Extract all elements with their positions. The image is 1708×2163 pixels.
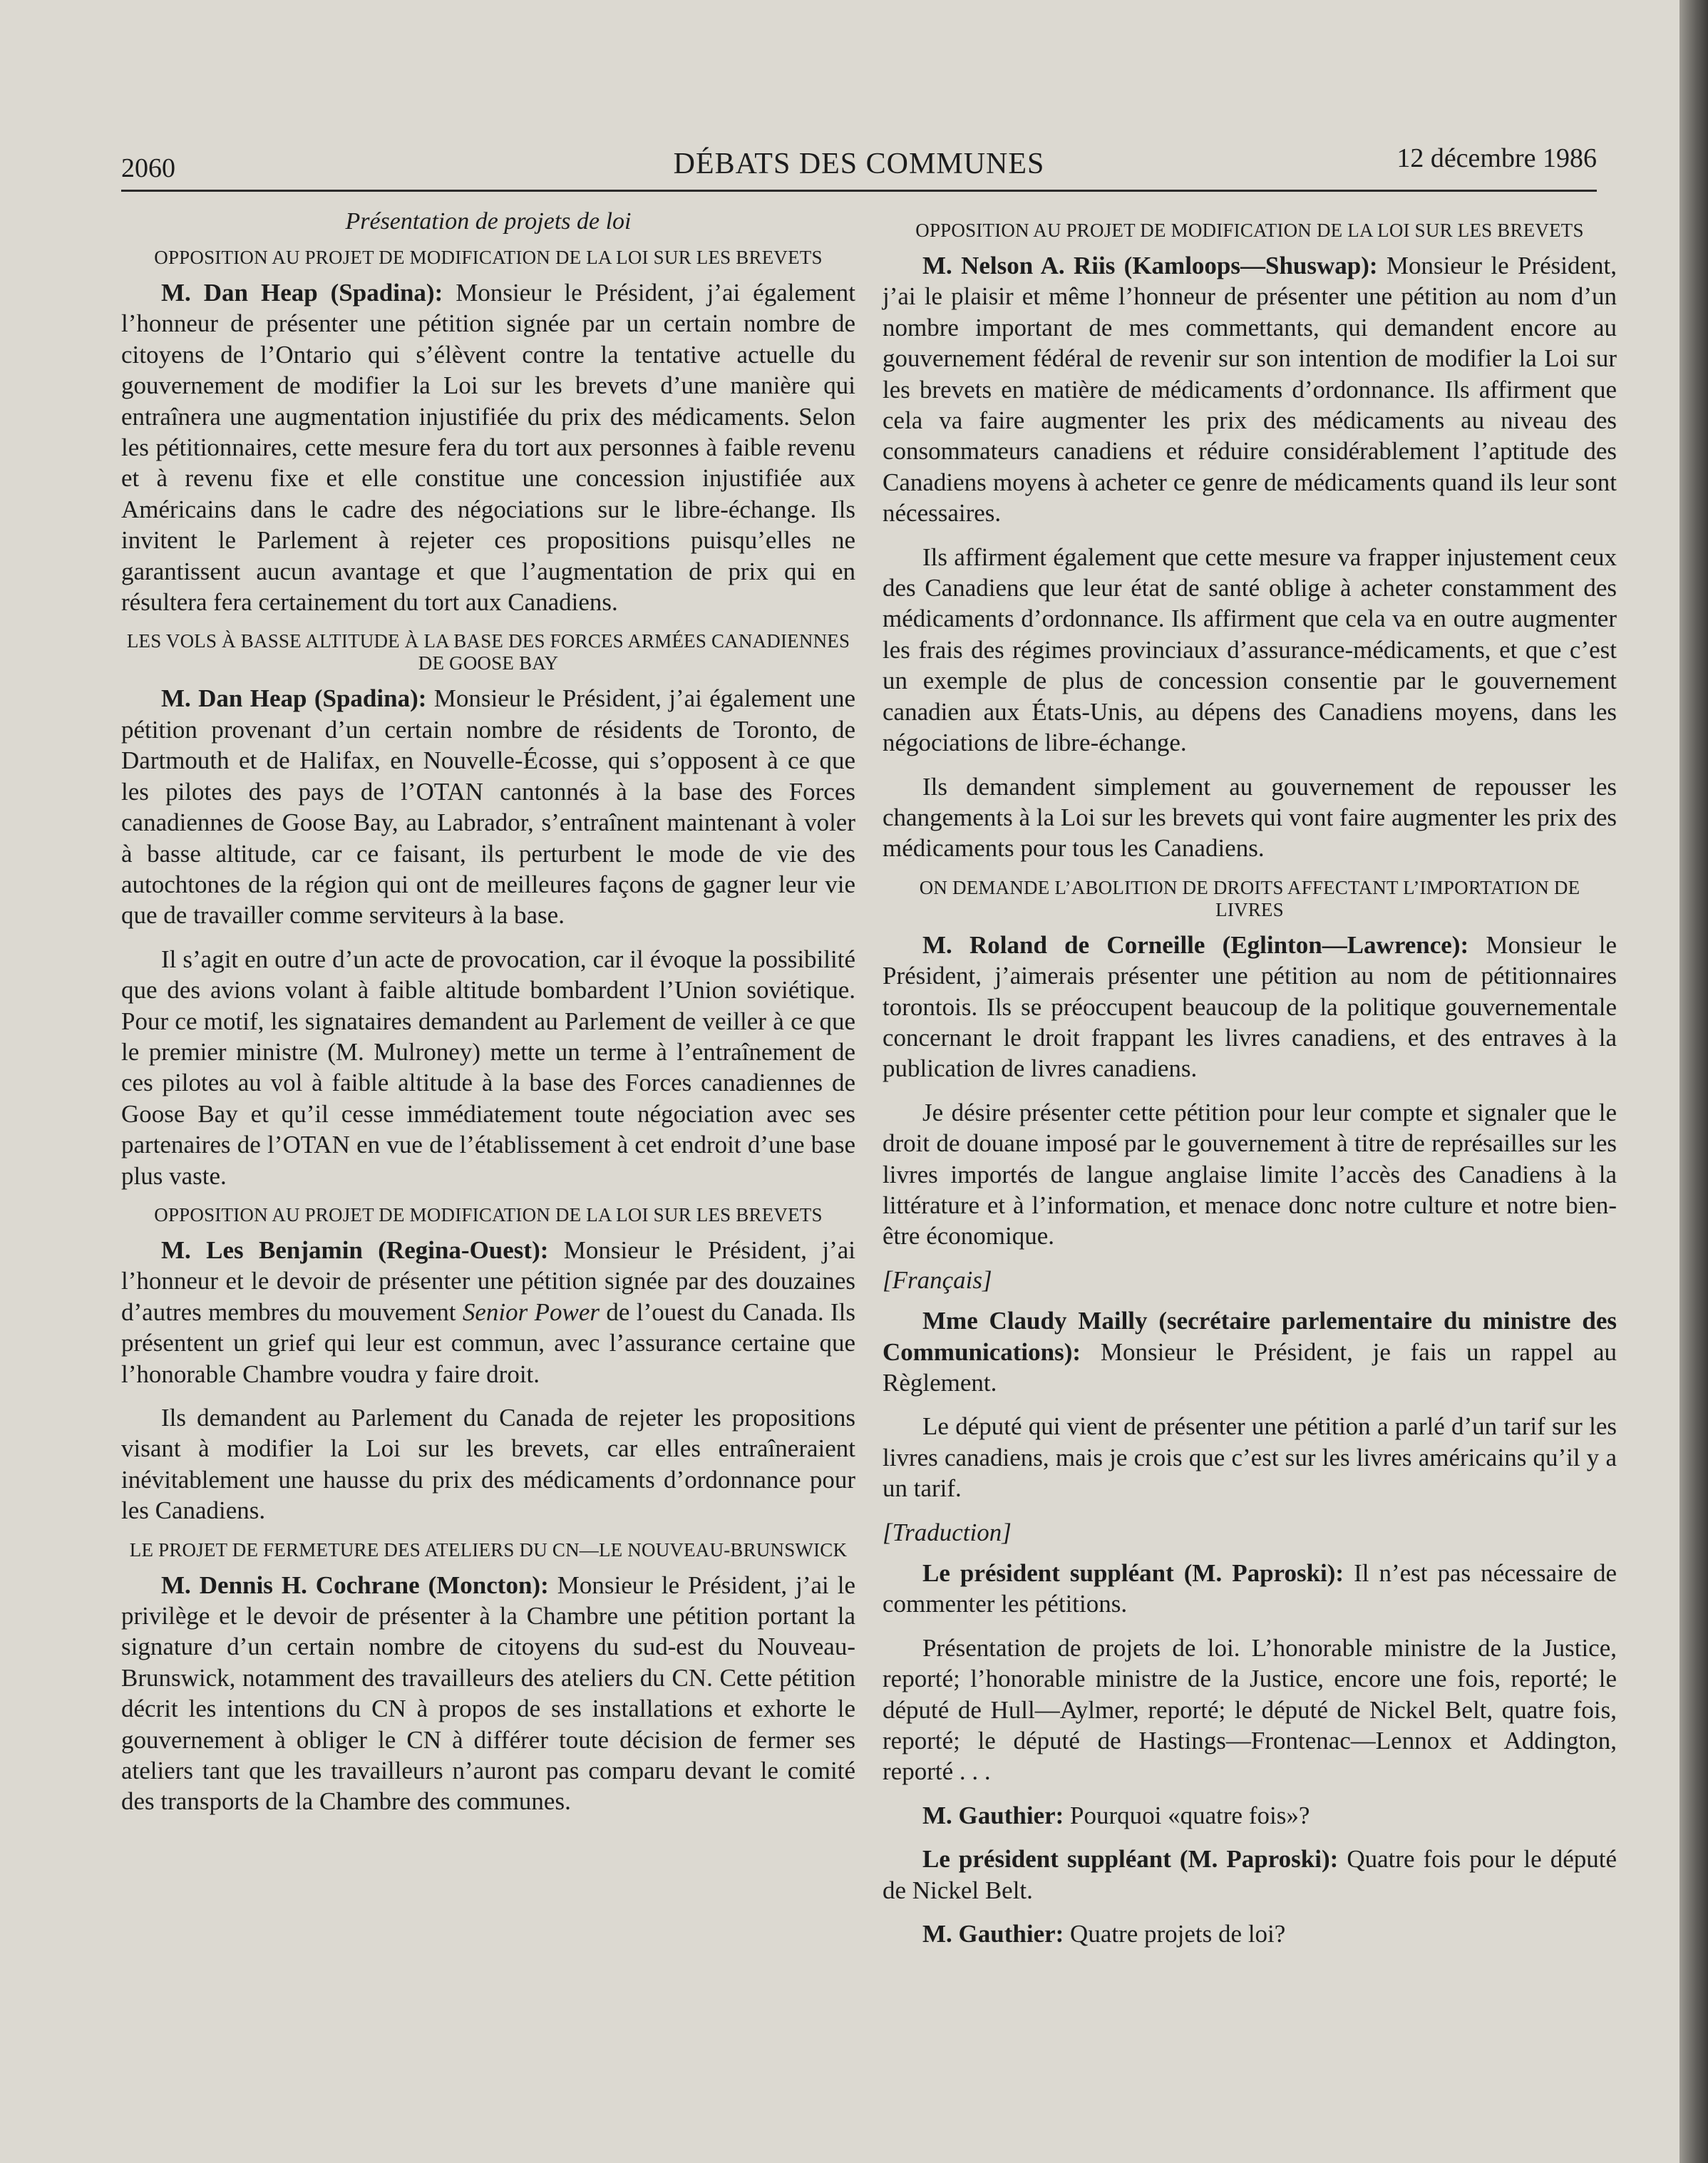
speech-paragraph bbox=[121, 683, 855, 930]
speaker-name: M. Nelson A. Riis (Kamloops—Shuswap): bbox=[922, 252, 1378, 279]
paragraph bbox=[121, 944, 855, 1191]
speaker-name: M. Roland de Corneille (Eglinton—Lawrence): bbox=[922, 930, 1469, 959]
speech-paragraph bbox=[121, 1570, 855, 1817]
speech-paragraph bbox=[883, 1844, 1617, 1906]
paragraph-text: Monsieur le Président, j’ai l’honneur et le devoir de présenter une pétition signée par des douzaines d’autres membres du mouvement bbox=[121, 1235, 855, 1326]
speaker-name: M. Dan Heap (Spadina): bbox=[161, 279, 443, 307]
running-header bbox=[121, 140, 1597, 192]
speaker-name: M. Gauthier: bbox=[922, 1801, 1064, 1829]
paragraph-text: Ils demandent simplement au gouvernement de repousser les changements à la Loi sur les brevets qui vont faire augmenter les prix des médicaments pour tous les Canadiens. bbox=[883, 772, 1617, 863]
paragraph-text: Il s’agit en outre d’un acte de provocation, car il évoque la possibilité que des avions volant à faible altitude bombardent l’Union soviétique. Pour ce motif, les signataires demandent au Parlement de veiller à ce que le premier ministre (M. Mulroney) mette un terme à l’entraînement de ces pilotes au vol à faible altitude à la base des Forces canadiennes de Goose Bay et qu’il cesse immédiatement toute négociation avec ses partenaires de l’OTAN en vue de l’établissement à cet endroit d’une base plus vaste. bbox=[121, 945, 855, 1190]
section-heading: LES VOLS À BASSE ALTITUDE À LA BASE DES FORCES ARMÉES CANADIENNES DE GOOSE BAY bbox=[126, 630, 850, 674]
speaker-name: M. Dennis H. Cochrane (Moncton): bbox=[161, 1571, 549, 1599]
paragraph bbox=[883, 1097, 1617, 1252]
language-marker: [Français] bbox=[883, 1265, 992, 1294]
paragraph-text: Monsieur le Président, j’aimerais présenter une pétition au nom de pétitionnaires torontois. Ils se préoccupent beaucoup de la politique gouvernementale concernant le droit frappant les livres canadiens, et des entraves à la publication de livres canadiens. bbox=[883, 930, 1617, 1083]
paragraph-text: Je désire présenter cette pétition pour leur compte et signaler que le droit de douane imposé par le gouvernement à titre de représailles sur les livres importés de langue anglaise limite l’accès des Canadiens à la littérature et à l’information, et menace donc notre culture et notre bien-être économique. bbox=[883, 1098, 1617, 1250]
page-gutter-shadow bbox=[1679, 0, 1708, 2163]
paragraph-text: Quatre projets de loi? bbox=[1064, 1920, 1286, 1948]
paragraph bbox=[883, 771, 1617, 864]
speech-paragraph bbox=[883, 1558, 1617, 1620]
speaker-name: M. Gauthier: bbox=[922, 1920, 1064, 1948]
section-heading: OPPOSITION AU PROJET DE MODIFICATION DE LA LOI SUR LES BREVETS bbox=[154, 247, 823, 268]
section-title: Présentation de projets de loi bbox=[345, 208, 632, 235]
paragraph bbox=[121, 1402, 855, 1526]
speaker-name: Le président suppléant (M. Paproski): bbox=[922, 1845, 1339, 1874]
paragraph-text: Ils demandent au Parlement du Canada de rejeter les propositions visant à modifier la Loi sur les brevets, car elles entraîneraient inévitablement une hausse du prix des médicaments d’ordonnance pour les Canadiens. bbox=[121, 1404, 855, 1525]
paragraph-text: Quatre fois pour le député de Nickel Belt. bbox=[883, 1845, 1617, 1904]
speaker-name: M. Dan Heap (Spadina): bbox=[161, 684, 427, 713]
speaker-name: M. Les Benjamin (Regina-Ouest): bbox=[161, 1235, 549, 1264]
speech-paragraph bbox=[883, 1305, 1617, 1398]
paragraph-text: Présentation de projets de loi. L’honorable ministre de la Justice, reporté; l’honorable ministre de la Justice, encore une fois, reporté; le député de Hull—Aylmer, reporté; le député de Nickel Belt, quatre fois, reporté; le député de Hastings—Frontenac—Lennox et Addington, reporté . . . bbox=[883, 1633, 1617, 1786]
speech-paragraph bbox=[883, 250, 1617, 529]
section-heading: ON DEMANDE L’ABOLITION DE DROITS AFFECTANT L’IMPORTATION DE LIVRES bbox=[919, 876, 1580, 920]
paragraph bbox=[883, 542, 1617, 759]
paragraph-text: Le député qui vient de présenter une pétition a parlé d’un tarif sur les livres canadiens, mais je crois que c’est sur les livres américains qu’il y a un tarif. bbox=[883, 1412, 1617, 1503]
speech-paragraph bbox=[883, 930, 1617, 1084]
paragraph-text: Monsieur le Président, j’ai également l’honneur de présenter une pétition signée par un certain nombre de citoyens de l’Ontario qui s’élèvent contre la tentative actuelle du gouvernement de modifier la Loi sur les brevets d’une manière qui entraînera une augmentation injustifiée du prix des médicaments. Selon les pétitionnaires, cette mesure fera du tort aux personnes à faible revenu et à revenu fixe et elle constitue une concession injustifiée aux Américains dans le cadre des négociations sur le libre-échange. Ils invitent le Parlement à rejeter ces propositions puisqu’elles ne garantissent aucun avantage et que l’augmentation de prix qui en résultera fera certainement du tort aux Canadiens. bbox=[121, 279, 855, 617]
paragraph-text: Monsieur le Président, j’ai également une pétition provenant d’un certain nombre de résidents de Toronto, de Dartmouth et de Halifax, en Nouvelle-Écosse, qui s’opposent à ce que les pilotes des pays de l’OTAN cantonnés à la base des Forces canadiennes de Goose Bay, au Labrador, s’entraînent maintenant à voler à basse altitude, car ce faisant, ils perturbent le mode de vie des autochtones de la région qui ont de meilleures façons de gagner leur vie que de travailler comme serviteurs à la base. bbox=[121, 684, 855, 930]
speaker-name: Mme Claudy Mailly (secrétaire parlementaire du ministre des Communications): bbox=[883, 1307, 1617, 1366]
paragraph-text: Monsieur le Président, j’ai le privilège et le devoir de présenter à la Chambre une pétition portant la signature d’un certain nombre de citoyens du sud-est du Nouveau-Brunswick, notamment des travailleurs des ateliers du CN. Cette pétition décrit les intentions du CN à propos de ses installations et exhorte le gouvernement à obliger le CN à différer toute décision de fermer ses ateliers tant que les travailleurs n’auront pas comparu devant le comité des transports de la Chambre des communes. bbox=[121, 1571, 855, 1816]
speech-paragraph bbox=[883, 1800, 1617, 1831]
page-number: 2060 bbox=[121, 153, 175, 183]
right-column bbox=[883, 208, 1617, 1963]
speech-paragraph bbox=[121, 277, 855, 617]
speech-paragraph bbox=[883, 1918, 1617, 1949]
section-heading: OPPOSITION AU PROJET DE MODIFICATION DE LA LOI SUR LES BREVETS bbox=[915, 220, 1584, 241]
publication-title: DÉBATS DES COMMUNES bbox=[673, 148, 1045, 180]
language-marker: [Traduction] bbox=[883, 1518, 1012, 1546]
paragraph-text: Monsieur le Président, je fais un rappel au Règlement. bbox=[883, 1337, 1617, 1397]
speaker-name: Le président suppléant (M. Paproski): bbox=[922, 1559, 1344, 1588]
issue-date: 12 décembre 1986 bbox=[1396, 143, 1597, 173]
paragraph-text: Pourquoi «quatre fois»? bbox=[1064, 1801, 1310, 1829]
paragraph bbox=[883, 1633, 1617, 1787]
paragraph-text: Ils affirment également que cette mesure va frapper injustement ceux des Canadiens que leur état de santé oblige à acheter constamment des médicaments d’ordonnance. Ils affirment que cela va en outre augmenter les frais des régimes provinciaux d’assurance-médicaments, et que c’est un exemple de plus de concession consentie par le gouvernement canadien aux États-Unis, au dépens des Canadiens moyens, dans les négociations de libre-échange. bbox=[883, 543, 1617, 757]
section-heading: OPPOSITION AU PROJET DE MODIFICATION DE LA LOI SUR LES BREVETS bbox=[154, 1203, 823, 1226]
paragraph-text: Il n’est pas nécessaire de commenter les pétitions. bbox=[883, 1559, 1617, 1618]
left-column bbox=[121, 208, 855, 1830]
paragraph-text-continued: de l’ouest du Canada. Ils présentent un grief qui leur est commun, avec l’assurance certaine que l’honorable Chambre voudra y faire droit. bbox=[121, 1298, 855, 1388]
paragraph bbox=[883, 1411, 1617, 1504]
speech-paragraph bbox=[121, 1235, 855, 1389]
italic-term: Senior Power bbox=[462, 1298, 600, 1326]
paragraph-text: Monsieur le Président, j’ai le plaisir et même l’honneur de présenter une pétition au nom d’un nombre important de mes commettants, qui demandent encore au gouvernement fédéral de revenir sur son intention de modifier la Loi sur les brevets en matière de médicaments d’ordonnance. Ils affirment que cela va faire augmenter les prix des médicaments au niveau des consommateurs canadiens et réduire considérablement l’aptitude des Canadiens moyens à acheter ce genre de médicaments quand ils leur sont nécessaires. bbox=[883, 252, 1617, 528]
section-heading: LE PROJET DE FERMETURE DES ATELIERS DU CN—LE NOUVEAU-BRUNSWICK bbox=[129, 1538, 848, 1561]
